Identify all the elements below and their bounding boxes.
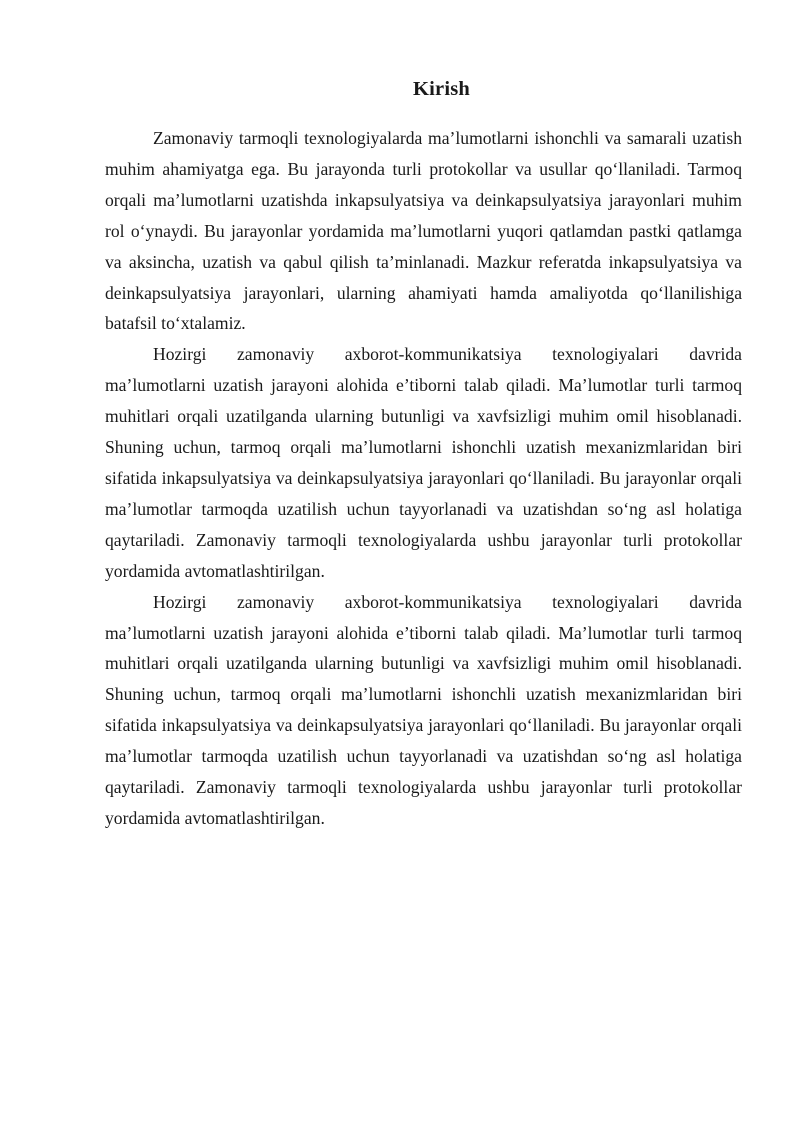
page-title: Kirish (412, 78, 470, 100)
paragraph-third: Hozirgi zamonaviy axborot-kommunikatsiya texnologiyalari davrida ma’lumotlarni uzatish jarayoni alohida e’tiborni talab qiladi. Ma’lumotlar turli tarmoq muhitlari orqali uzatilganda ularning butunligi va xavfsizligi muhim omil hisoblanadi. Shuning uchun, tarmoq orqali ma’lumotlarni ishonchli uzatish mexanizmlaridan biri sifatida inkapsulyatsiya va deinkapsulyatsiya jarayonlari qo‘llaniladi. Bu jarayonlar orqali ma’lumotlar tarmoqda uzatilish uchun tayyorlanadi va uzatishdan so‘ng asl holatiga qaytariladi. Zamonaviy tarmoqli texnologiyalarda ushbu jarayonlar turli protokollar yordamida avtomatlashtirilgan. (105, 591, 742, 828)
paragraph-intro: Zamonaviy tarmoqli texnologiyalarda ma’lumotlarni ishonchli va samarali uzatish muhim ahamiyatga ega. Bu jarayonda turli protokollar va usullar qo‘llaniladi. Tarmoq orqali ma’lumotlarni uzatishda inkapsulyatsiya va deinkapsulyatsiya jarayonlari muhim rol o‘ynaydi. Bu jarayonlar yordamida ma’lumotlarni yuqori qatlamdan pastki qatlamga va aksincha, uzatish va qabul qilish ta’minlanadi. Mazkur referatda inkapsulyatsiya va deinkapsulyatsiya jarayonlari, ularning ahamiyati hamda amaliyotda qo‘llanilishiga batafsil to‘xtalamiz. (105, 128, 742, 334)
paragraph-second: Hozirgi zamonaviy axborot-kommunikatsiya texnologiyalari davrida ma’lumotlarni uzatish jarayoni alohida e’tiborni talab qiladi. Ma’lumotlar turli tarmoq muhitlari orqali uzatilganda ularning butunligi va xavfsizligi muhim omil hisoblanadi. Shuning uchun, tarmoq orqali ma’lumotlarni ishonchli uzatish mexanizmlaridan biri sifatida inkapsulyatsiya va deinkapsulyatsiya jarayonlari qo‘llaniladi. Bu jarayonlar orqali ma’lumotlar tarmoqda uzatilish uchun tayyorlanadi va uzatishdan so‘ng asl holatiga qaytariladi. Zamonaviy tarmoqli texnologiyalarda ushbu jarayonlar turli protokollar yordamida avtomatlashtirilgan. (105, 344, 742, 581)
document-page (105, 74, 742, 834)
